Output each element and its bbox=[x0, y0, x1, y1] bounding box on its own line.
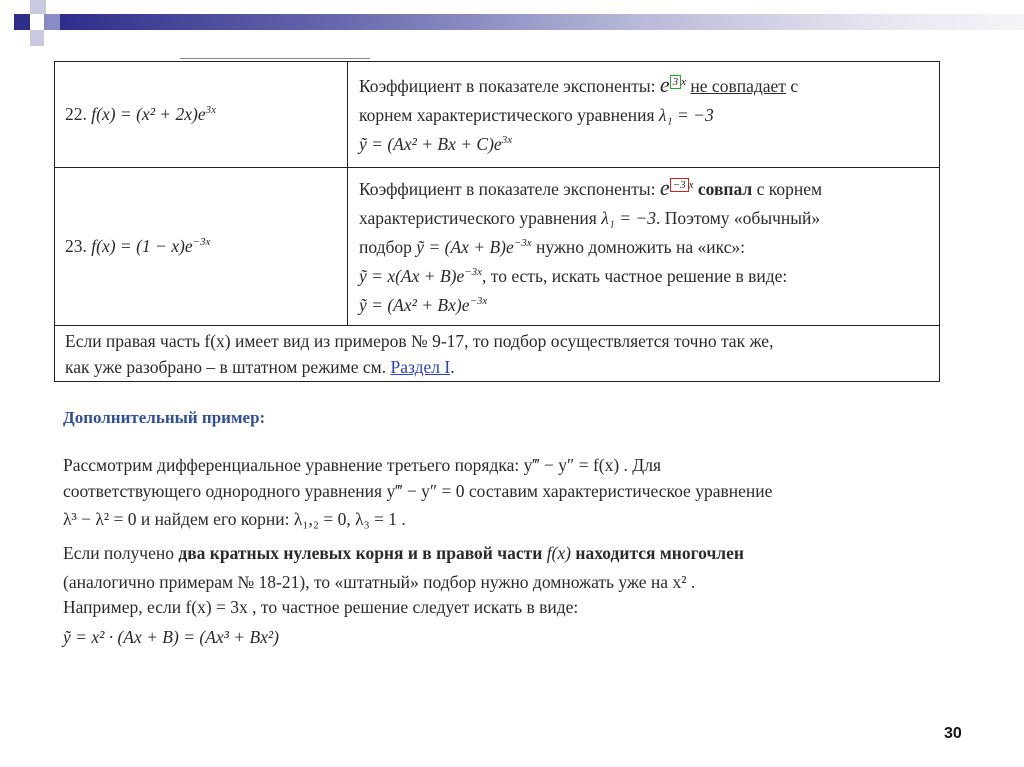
row23-number: 23. bbox=[65, 236, 87, 256]
row23-left-cell bbox=[55, 168, 348, 326]
row23-l4-formula: ỹ = x(Ax + B)e bbox=[359, 266, 465, 286]
note-line1: Если правая часть f(x) имеет вид из примеров № 9-17, то подбор осуществляется точно так же, bbox=[65, 330, 774, 351]
row22-line3 bbox=[359, 130, 939, 159]
row23-l1-x: x bbox=[688, 179, 694, 192]
row23-line5 bbox=[359, 291, 939, 320]
row23-highlight-box: −3 bbox=[670, 178, 689, 192]
row22-highlight-box: 3 bbox=[670, 75, 682, 89]
header-square-light bbox=[30, 0, 46, 14]
row22-l1-e: e bbox=[659, 72, 670, 97]
section-link[interactable]: Раздел I bbox=[390, 356, 451, 377]
row23-l4-post: , то есть, искать частное решение в виде: bbox=[482, 266, 788, 286]
extra-p4-bold2: находится многочлен bbox=[575, 543, 744, 563]
extra-p6: Например, если f(x) = 3x , то частное решение следует искать в виде: bbox=[63, 597, 579, 617]
header-square-light2 bbox=[30, 30, 44, 46]
extra-p4 bbox=[63, 542, 744, 565]
row22-l1-tail: с bbox=[790, 76, 799, 96]
row23-line3 bbox=[359, 233, 939, 262]
row22-left-cell bbox=[55, 62, 348, 168]
row23-l2-tail: . Поэтому «обычный» bbox=[656, 208, 821, 228]
row23-l4-exp: −3x bbox=[464, 266, 483, 279]
extra-p1: Рассмотрим дифференциальное уравнение третьего порядка: y‴ − y″ = f(x) . Для bbox=[63, 455, 662, 475]
extra-p3: λ³ − λ² = 0 и найдем его корни: λ₁,₂ = 0, λ₃ = 1 . bbox=[63, 509, 406, 529]
row23-l3-exp: −3x bbox=[513, 237, 532, 250]
row23-l5-formula: ỹ = (Ax² + Bx)e bbox=[359, 295, 470, 315]
row23-l1-tail: с корнем bbox=[756, 179, 823, 199]
extra-p5: (аналогично примерам № 18-21), то «штатный» подбор нужно домножать уже на x² . bbox=[63, 572, 696, 592]
row22-solution-formula: ỹ = (Ax² + Bx + C)e bbox=[359, 134, 502, 154]
row23-l3-formula: ỹ = (Ax + B)e bbox=[416, 237, 514, 257]
row23-l3-pre: подбор bbox=[359, 237, 412, 257]
extra-p2: соответствующего однородного уравнения y‴ − y″ = 0 составим характеристическое уравнение bbox=[63, 481, 773, 501]
examples-table bbox=[54, 61, 940, 382]
row23-l2-text: характеристического уравнения bbox=[359, 208, 597, 228]
table-row-23 bbox=[55, 168, 940, 326]
row23-line2 bbox=[359, 204, 939, 233]
row22-line1 bbox=[359, 70, 939, 101]
row23-l1-text: Коэффициент в показателе экспоненты: bbox=[359, 179, 656, 199]
header-square-dark bbox=[14, 14, 30, 30]
row23-lambda: λ₁ = −3 bbox=[601, 208, 657, 228]
row22-number: 22. bbox=[65, 104, 87, 124]
row23-l5-exp: −3x bbox=[469, 295, 488, 308]
row23-formula: f(x) = (1 − x)e bbox=[91, 236, 193, 256]
row23-right-cell bbox=[348, 168, 940, 326]
row23-line4 bbox=[359, 262, 939, 291]
row23-l1-e: e bbox=[659, 175, 670, 200]
header-square-mid bbox=[44, 14, 60, 30]
note-cell bbox=[55, 326, 940, 382]
extra-p4-pre: Если получено bbox=[63, 543, 174, 563]
row23-l3-post: нужно домножить на «икс»: bbox=[535, 237, 746, 257]
row22-lambda: λ₁ = −3 bbox=[658, 105, 714, 125]
row23-emphasis: совпал bbox=[697, 179, 753, 199]
row23-exponent: −3x bbox=[192, 236, 211, 249]
row22-l2-text: корнем характеристического уравнения bbox=[359, 105, 655, 125]
extra-example-heading: Дополнительный пример: bbox=[63, 408, 266, 427]
table-top-cut-line bbox=[180, 58, 370, 59]
page-number: 30 bbox=[944, 725, 962, 742]
row22-emphasis: не совпадает bbox=[690, 76, 786, 96]
row23-line1 bbox=[359, 173, 939, 204]
note-line2 bbox=[65, 354, 939, 380]
row22-solution-exp: 3x bbox=[501, 134, 513, 147]
row22-l1-text: Коэффициент в показателе экспоненты: bbox=[359, 76, 656, 96]
note-line2-post: . bbox=[450, 356, 455, 377]
row22-formula: f(x) = (x² + 2x)e bbox=[91, 104, 206, 124]
row22-line2 bbox=[359, 101, 939, 130]
row22-right-cell bbox=[348, 62, 940, 168]
extra-p7-formula: ỹ = x² · (Ax + B) = (Ax³ + Bx²) bbox=[63, 627, 280, 647]
header-gradient-bar bbox=[60, 14, 1024, 30]
row22-l1-x: x bbox=[681, 76, 687, 89]
table-row-22 bbox=[55, 62, 940, 168]
extra-p4-bold1: два кратных нулевых корня и в правой части bbox=[178, 543, 543, 563]
note-line2-pre: как уже разобрано – в штатном режиме см. bbox=[65, 356, 387, 377]
table-note-row bbox=[55, 326, 940, 382]
row22-exponent: 3x bbox=[205, 104, 216, 117]
extra-p4-fx: f(x) bbox=[546, 543, 571, 563]
